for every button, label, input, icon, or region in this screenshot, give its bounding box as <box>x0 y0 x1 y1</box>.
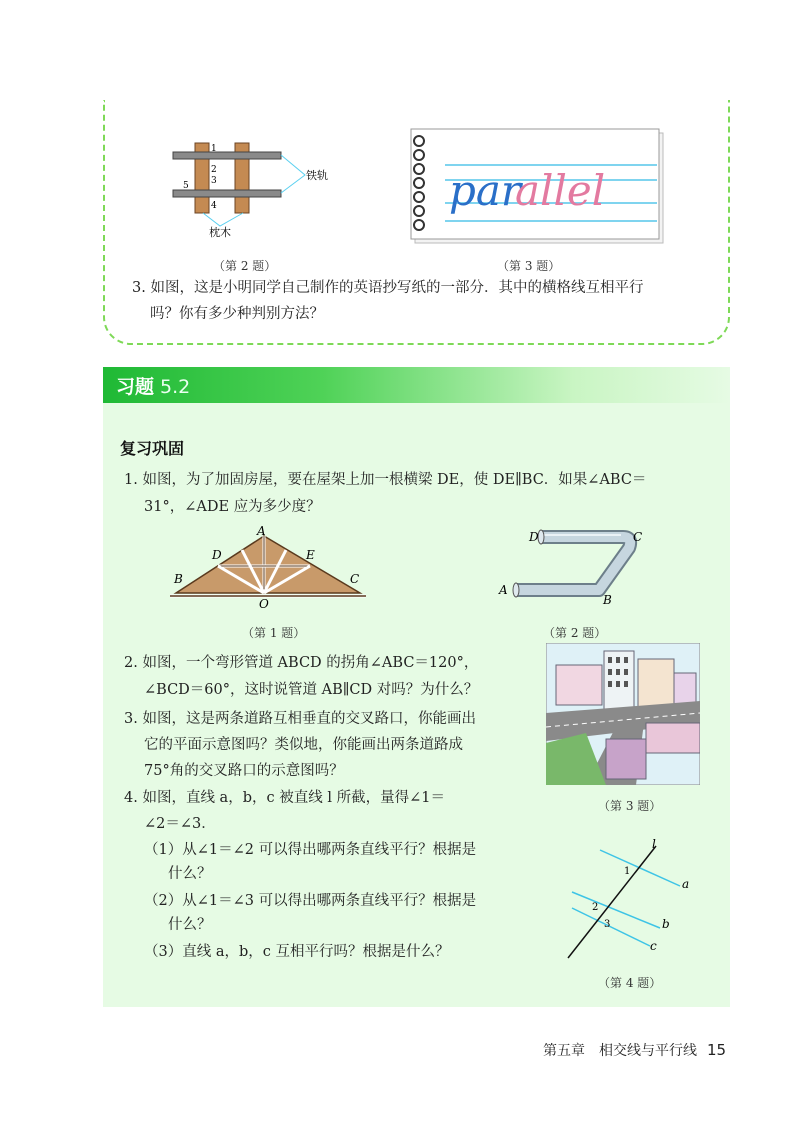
box-q3-line2: 吗？你有多少种判别方法？ <box>150 306 324 322</box>
label-l: l <box>652 838 656 851</box>
rail-top <box>173 152 281 159</box>
crossroad-figure <box>546 643 700 785</box>
label-B: B <box>174 572 183 586</box>
q3-line2: 它的平面示意图吗？类似地，你能画出两条道路成 <box>144 737 463 753</box>
page-footer <box>543 1040 726 1060</box>
exercise-number: 5.2 <box>160 376 191 398</box>
angle-num-2: 2 <box>211 165 217 175</box>
label-angle-3: 3 <box>604 919 611 930</box>
exercise-header-bar <box>103 367 730 403</box>
box-q3-num: 3. <box>132 280 146 296</box>
rail-pointer <box>281 155 305 193</box>
line-c <box>572 908 650 946</box>
sleeper-pointer <box>203 213 243 226</box>
sleeper-label: 枕木 <box>209 226 231 239</box>
angle-num-5: 5 <box>183 181 189 191</box>
label-D: D <box>529 530 539 544</box>
q4-sub1-line2: 什么？ <box>168 866 212 882</box>
q1-line1: 1. 如图，为了加固房屋，要在屋架上加一根横梁 DE，使 DE∥BC．如果∠ABC＝ <box>124 472 647 488</box>
label-D: D <box>212 548 222 562</box>
q4-sub2-line1: （2）从∠1＝∠3 可以得出哪两条直线平行？根据是 <box>144 893 477 909</box>
label-O: O <box>259 597 269 611</box>
label-A: A <box>257 526 266 538</box>
page-number: 15 <box>707 1041 727 1059</box>
q2-line1: 2. 如图，一个弯形管道 ABCD 的拐角∠ABC＝120°， <box>124 655 479 671</box>
exercise-title <box>116 372 190 399</box>
q3-line1: 3. 如图，这是两条道路互相垂直的交叉路口，你能画出 <box>124 711 476 727</box>
q4-line1: 4. 如图，直线 a，b，c 被直线 l 所截，量得∠1＝ <box>124 790 445 806</box>
fig1-caption: （第 1 题） <box>242 626 306 640</box>
label-angle-1: 1 <box>624 866 631 877</box>
notebook-figure <box>405 125 667 247</box>
box-q3-line1 <box>132 275 643 301</box>
rail-label: 铁轨 <box>306 169 328 182</box>
angle-num-1: 1 <box>211 144 217 154</box>
q3-line3: 75°角的交叉路口的示意图吗？ <box>144 763 344 779</box>
label-C: C <box>350 572 360 586</box>
word-par: par <box>449 166 522 215</box>
label-B: B <box>603 593 612 606</box>
fig3-caption-top: （第 3 题） <box>497 259 561 273</box>
fig4-caption: （第 4 题） <box>598 976 662 990</box>
label-b: b <box>662 917 670 931</box>
q4-line2: ∠2＝∠3． <box>144 816 216 832</box>
word-allel: allel <box>515 166 606 215</box>
section-heading: 复习巩固 <box>120 439 185 458</box>
q1-line2: 31°，∠ADE 应为多少度？ <box>144 499 321 515</box>
q4-sub1-line1: （1）从∠1＝∠2 可以得出哪两条直线平行？根据是 <box>144 842 477 858</box>
parallel-lines-figure <box>560 838 710 968</box>
box-q3-text: 如图，这是小明同学自己制作的英语抄写纸的一部分．其中的横格线互相平行 <box>150 280 644 296</box>
rail-bottom <box>173 190 281 197</box>
q2-line2: ∠BCD＝60°，这时说管道 AB∥CD 对吗？为什么？ <box>144 682 479 698</box>
chapter-title: 第五章 相交线与平行线 <box>543 1043 697 1059</box>
rail-figure <box>165 138 345 243</box>
line-a <box>600 850 680 886</box>
label-E: E <box>306 548 315 562</box>
exercise-title-text: 习题 <box>116 376 155 398</box>
fig3-caption: （第 3 题） <box>598 799 662 813</box>
label-C: C <box>633 530 643 544</box>
q4-sub3: （3）直线 a，b，c 互相平行吗？根据是什么？ <box>144 944 450 960</box>
angle-num-3: 3 <box>211 176 217 186</box>
line-l <box>568 846 656 958</box>
truss-figure <box>170 526 370 611</box>
label-A: A <box>499 583 508 597</box>
fig2-caption-top: （第 2 题） <box>213 259 277 273</box>
q4-sub2-line2: 什么？ <box>168 917 212 933</box>
pipe-figure <box>495 526 650 606</box>
label-a: a <box>682 877 690 891</box>
fig2-caption: （第 2 题） <box>543 626 607 640</box>
label-angle-2: 2 <box>592 902 599 913</box>
angle-num-4: 4 <box>211 201 217 211</box>
label-c: c <box>650 939 657 953</box>
